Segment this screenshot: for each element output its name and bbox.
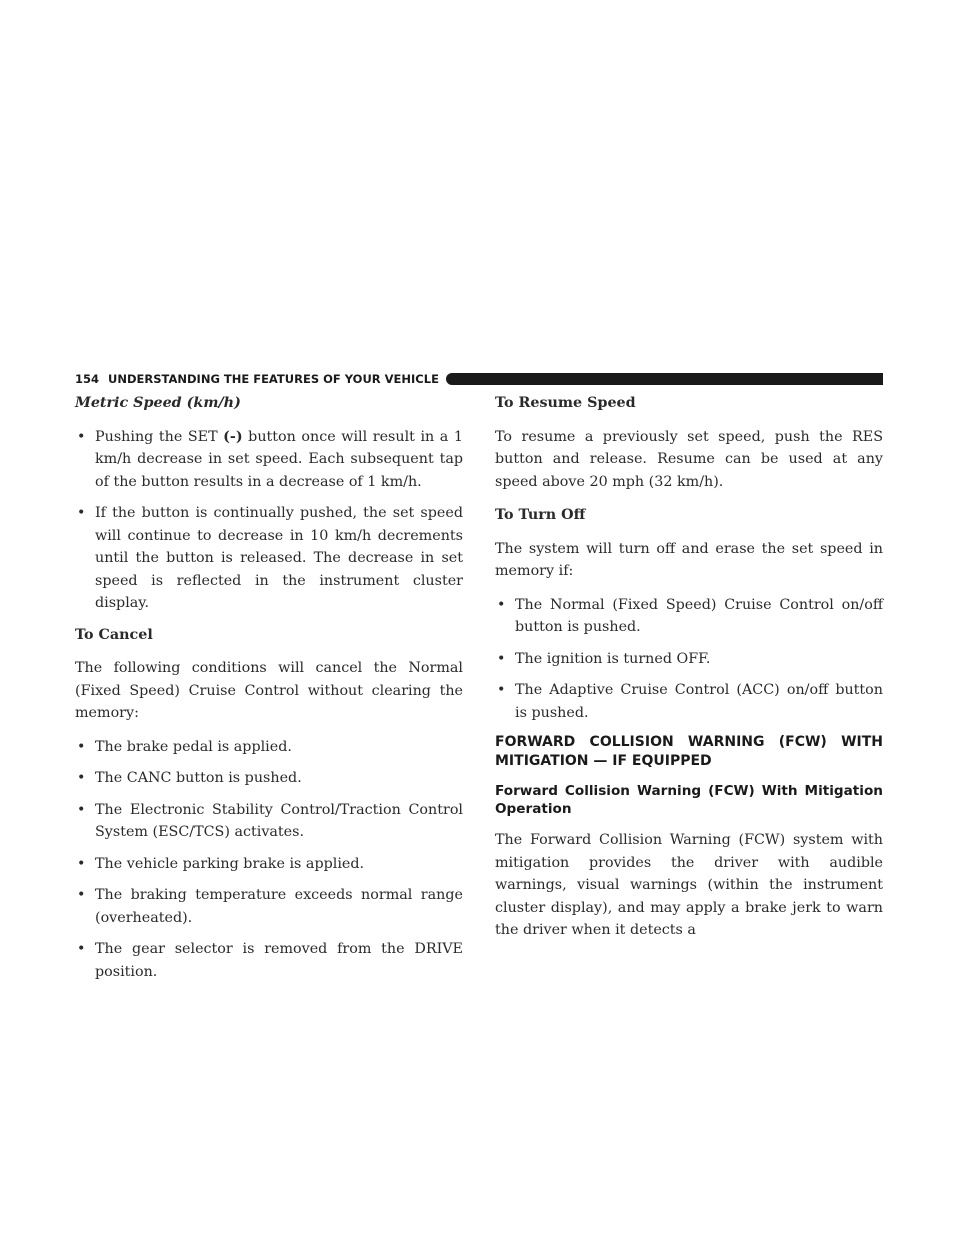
resume-heading: To Resume Speed	[495, 395, 636, 411]
list-item: • The CANC button is pushed.	[75, 767, 463, 790]
page-header	[75, 371, 883, 387]
bullet-icon: •	[77, 738, 86, 755]
bullet-icon: •	[77, 887, 86, 903]
list-item: • The Adaptive Cruise Control (ACC) on/off button is pushed.	[495, 679, 883, 724]
bullet-icon: •	[77, 801, 86, 818]
turn-off-heading: To Turn Off	[495, 507, 586, 523]
bullet-icon: •	[497, 596, 506, 613]
bullet-icon: •	[497, 650, 506, 667]
right-column	[495, 392, 883, 953]
list-item: • If the button is continually pushed, the set speed will continue to decrease in 10 km/h decrements until the button is released. The decrease in set speed is reflected in the instrument cluster display.	[75, 502, 463, 615]
fcw-sub-heading: Forward Collision Warning (FCW) With Mitigation Operation	[495, 783, 883, 817]
header-bar	[446, 373, 883, 385]
resume-text: To resume a previously set speed, push the RES button and release. Resume can be used at any speed above 20 mph (32 km/h).	[495, 428, 883, 490]
list-item: • Pushing the SET (-) button once will result in a 1 km/h decrease in set speed. Each subsequent tap of the button results in a decrease of 1 km/h.	[75, 426, 463, 494]
header-title: UNDERSTANDING THE FEATURES OF YOUR VEHICLE	[108, 372, 439, 386]
list-item: • The gear selector is removed from the DRIVE position.	[75, 938, 463, 983]
left-column	[75, 392, 463, 992]
bullet-icon: •	[77, 941, 86, 957]
metric-speed-list	[75, 426, 463, 615]
turn-off-list	[495, 594, 883, 725]
bullet-icon: •	[497, 682, 506, 698]
metric-speed-heading: Metric Speed (km/h)	[75, 395, 241, 411]
fcw-text: The Forward Collision Warning (FCW) system with mitigation provides the driver with audible warnings, visual warnings (within the instrument cluster display), and may apply a brake jerk to warn the driver when it detects a	[495, 832, 883, 938]
cancel-heading: To Cancel	[75, 626, 153, 643]
bullet-icon: •	[77, 770, 86, 786]
page-number: 154	[75, 372, 100, 386]
cancel-intro: The following conditions will cancel the Normal (Fixed Speed) Cruise Control without clearing the memory:	[75, 660, 463, 721]
list-item: • The ignition is turned OFF.	[495, 648, 883, 671]
list-item: • The Electronic Stability Control/Traction Control System (ESC/TCS) activates.	[75, 799, 463, 844]
fcw-section-heading: FORWARD COLLISION WARNING (FCW) WITH MITIGATION — IF EQUIPPED	[495, 734, 883, 769]
bullet-icon: •	[77, 505, 86, 521]
bullet-icon: •	[77, 428, 86, 445]
bullet-icon: •	[77, 855, 86, 872]
cancel-list	[75, 736, 463, 984]
list-item: • The Normal (Fixed Speed) Cruise Control on/off button is pushed.	[495, 594, 883, 639]
list-item: • The vehicle parking brake is applied.	[75, 853, 463, 876]
turn-off-intro: The system will turn off and erase the set speed in memory if:	[495, 540, 883, 579]
list-item: • The braking temperature exceeds normal range (overheated).	[75, 884, 463, 929]
list-item: • The brake pedal is applied.	[75, 736, 463, 759]
